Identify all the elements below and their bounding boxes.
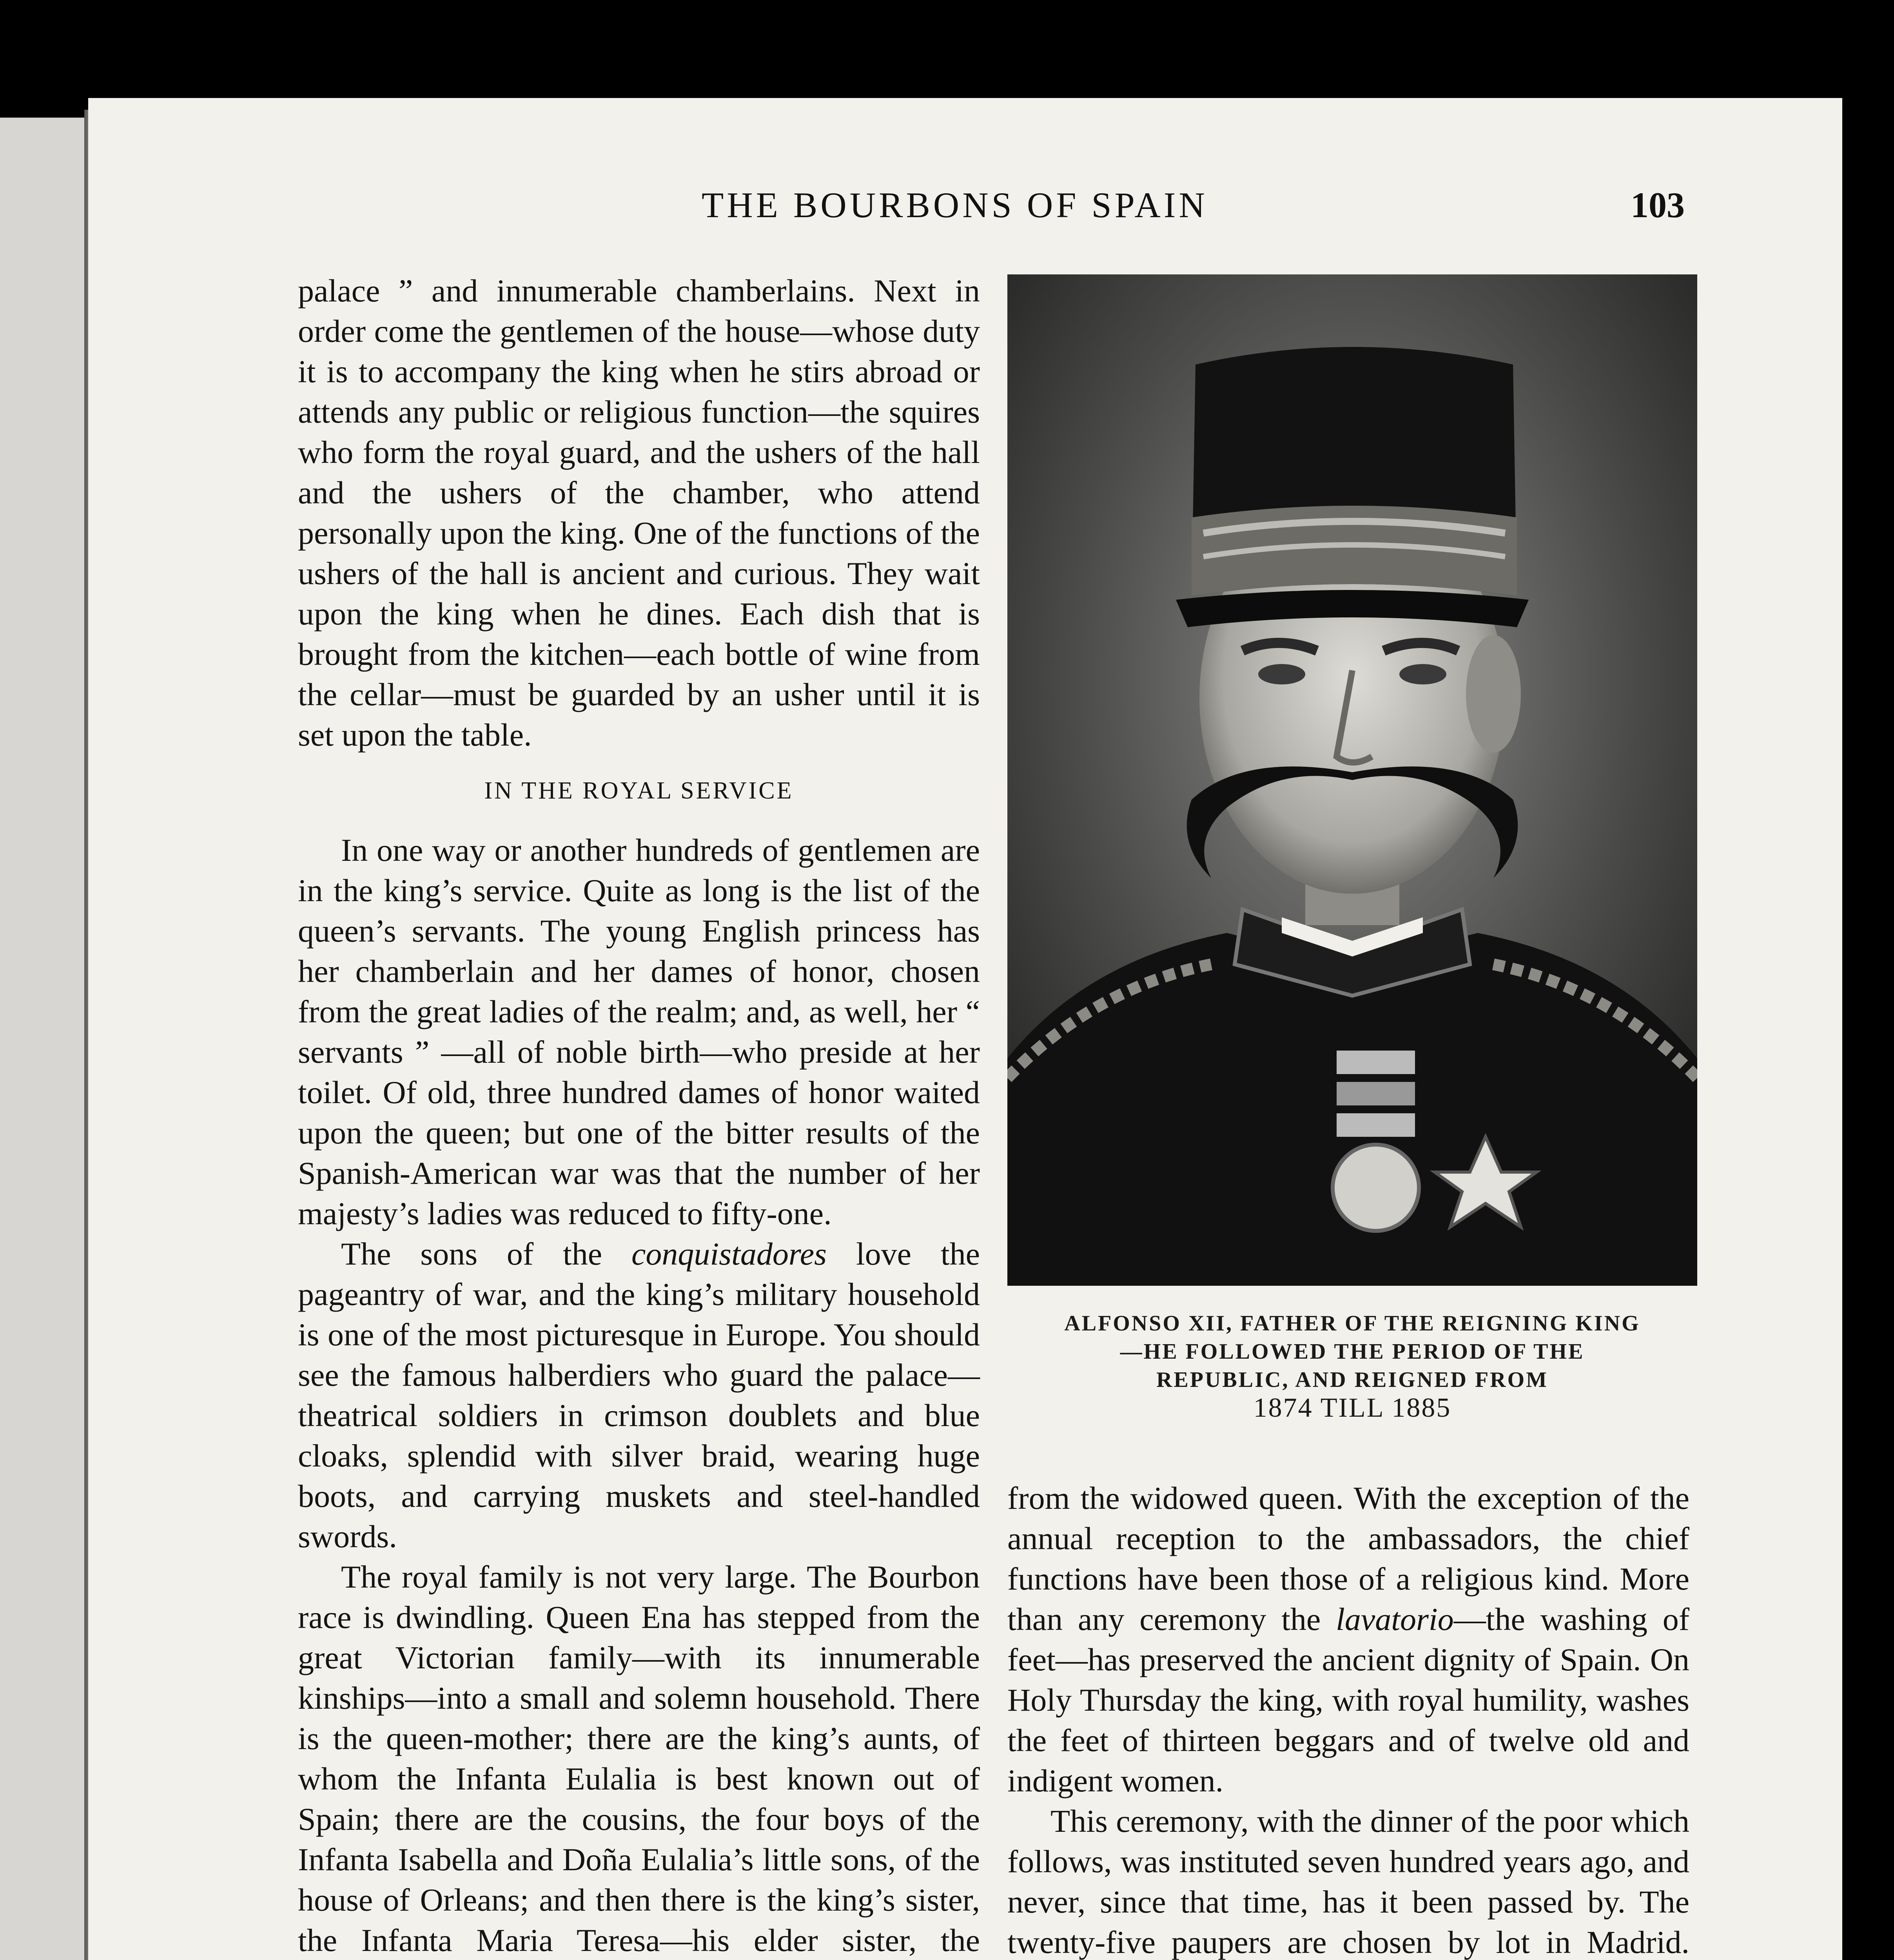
text-run: love the pageantry of war, and the king’s military household is one of the most picturesque in Europe. You should see the famous halberdiers who guard the palace—theatrical soldiers in crimson doublets and blue cloaks, splendid with silver braid, wearing huge boots, and carrying muskets and steel-handled swords. — [298, 1236, 980, 1554]
portrait-image — [1007, 274, 1697, 1286]
photo-caption — [996, 1309, 1709, 1422]
text-run: —the washing of feet—has preserved the ancient dignity of Spain. On Holy Thursday the king, with royal humility, washes the feet of thirteen beggars and of twelve old and indigent women. — [1007, 1601, 1689, 1798]
paragraph: This ceremony, with the dinner of the poor which follows, was instituted seven hundred years ago, and never, since that time, has it been passed by. The twenty-five paupers are chosen by lot in Madrid. — [1007, 1803, 1689, 1960]
caption-line: ALFONSO XII, FATHER OF THE REIGNING KING — [1064, 1311, 1640, 1336]
caption-line: —HE FOLLOWED THE PERIOD OF THE — [1120, 1339, 1585, 1364]
page-number: 103 — [1631, 185, 1685, 225]
running-title: THE BOURBONS OF SPAIN — [702, 185, 1208, 225]
facing-page-edge — [0, 118, 84, 1960]
left-column — [298, 270, 980, 1960]
caption-line: REPUBLIC, AND REIGNED FROM — [1156, 1368, 1549, 1392]
paragraph: The royal family is not very large. The Bourbon race is dwindling. Queen Ena has stepped from the great Victorian family—with its innumerable kinships—into a small and solemn household. There is the queen-mother; there are the king’s aunts, of whom the Infanta Eulalia is best known out of Spain; there are the cousins, the four boys of the Infanta Isabella and Doña Eulalia’s little sons, of the house of Orleans; and then there is the king’s sister, the Infanta Maria Teresa—his elder sister, the — [298, 1559, 980, 1958]
italic-term: conquistadores — [631, 1236, 827, 1272]
text-run: The sons of the — [341, 1236, 631, 1272]
paragraph — [298, 1234, 980, 1557]
paragraph: palace ” and innumerable chamberlains. Next in order come the gentlemen of the house—whose duty it is to accompany the king when he stirs abroad or attends any public or religious function—the squires who form the royal guard, and the ushers of the hall and the ushers of the chamber, who attend personally upon the king. One of the functions of the ushers of the hall is ancient and curious. They wait upon the king when he dines. Each dish that is brought from the kitchen—each bottle of wine from the cellar—must be guarded by an usher until it is set upon the table. — [298, 273, 980, 753]
paragraph: In one way or another hundreds of gentlemen are in the king’s service. Quite as long is the list of the queen’s servants. The young English princess has her chamberlain and her dames of honor, chosen from the great ladies of the realm; and, as well, her “ servants ” —all of noble birth—who preside at her toilet. Of old, three hundred dames of honor waited upon the queen; but one of the bitter results of the Spanish-American war was that the number of her majesty’s ladies was reduced to fifty-one. — [298, 832, 980, 1231]
paragraph — [1007, 1478, 1689, 1801]
text-run: from the widowed queen. With the exception of the annual reception to the ambassadors, the chief functions have been those of a religious kind. More than any ceremony the — [1007, 1480, 1689, 1637]
portrait-photo — [1007, 274, 1697, 1286]
right-column — [1007, 1478, 1689, 1960]
section-subheading: IN THE ROYAL SERVICE — [484, 777, 794, 804]
caption-line: 1874 TILL 1885 — [1253, 1393, 1451, 1423]
italic-term: lavatorio — [1336, 1601, 1454, 1637]
